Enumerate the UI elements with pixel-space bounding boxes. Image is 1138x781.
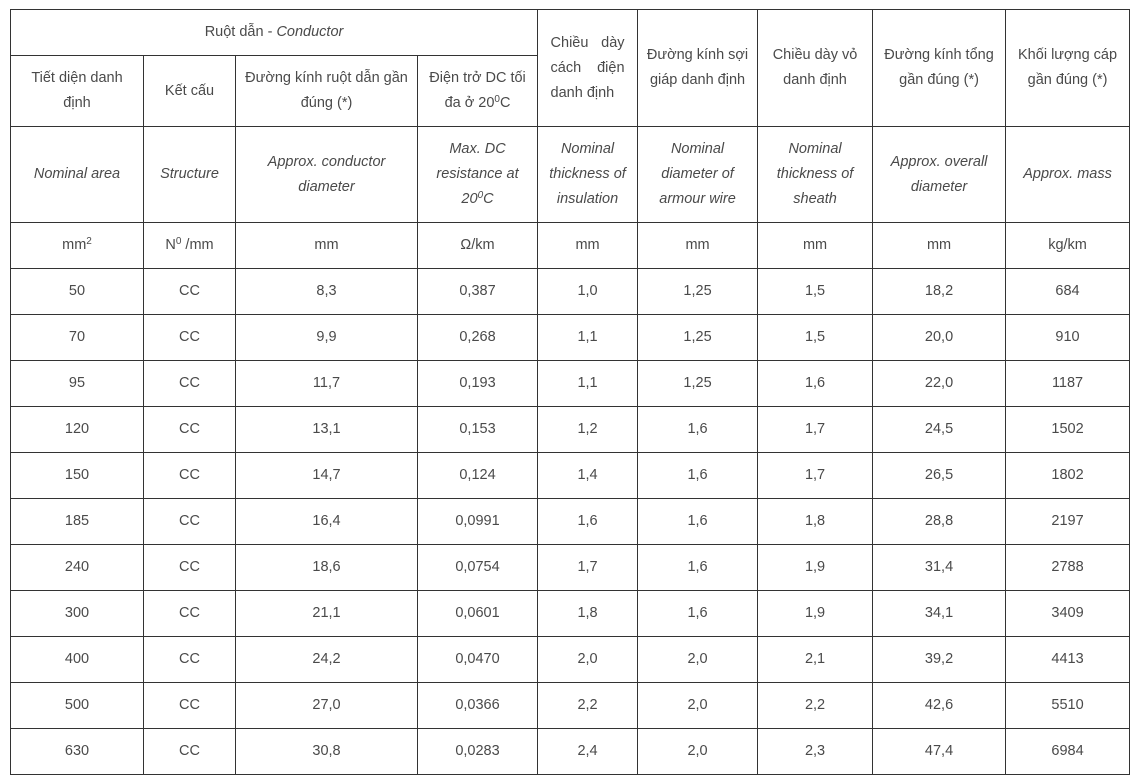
header-vn-sheath: Chiều dày vỏ danh định bbox=[758, 10, 873, 127]
header-en-resistance-sup: 0 bbox=[477, 190, 484, 201]
cable-spec-table bbox=[10, 9, 1130, 775]
table-cell: 50 bbox=[11, 269, 144, 315]
table-cell: 4413 bbox=[1006, 637, 1130, 683]
header-en-overall-diameter: Approx. overall diameter bbox=[873, 127, 1006, 223]
table-cell: 1,2 bbox=[538, 407, 638, 453]
table-cell: 6984 bbox=[1006, 729, 1130, 775]
table-cell: 11,7 bbox=[236, 361, 418, 407]
header-vn-resistance-text: Điện trở DC tối đa ở 20 bbox=[429, 70, 526, 111]
table-cell: 3409 bbox=[1006, 591, 1130, 637]
table-cell: 1,1 bbox=[538, 361, 638, 407]
table-cell: 24,2 bbox=[236, 637, 418, 683]
header-vn-resistance-unit: C bbox=[499, 95, 511, 111]
header-en-mass: Approx. mass bbox=[1006, 127, 1130, 223]
table-cell: 2,3 bbox=[758, 729, 873, 775]
table-cell: 8,3 bbox=[236, 269, 418, 315]
table-row bbox=[11, 407, 1130, 453]
table-cell: 0,0991 bbox=[418, 499, 538, 545]
table-cell: 24,5 bbox=[873, 407, 1006, 453]
table-cell: 1,6 bbox=[538, 499, 638, 545]
table-cell: 5510 bbox=[1006, 683, 1130, 729]
table-cell: 1,6 bbox=[638, 407, 758, 453]
table-cell: 0,193 bbox=[418, 361, 538, 407]
header-vn-armour: Đường kính sợi giáp danh định bbox=[638, 10, 758, 127]
table-cell: CC bbox=[144, 361, 236, 407]
table-row bbox=[11, 591, 1130, 637]
table-cell: 42,6 bbox=[873, 683, 1006, 729]
table-body bbox=[11, 269, 1130, 775]
unit-base: Ω/km bbox=[460, 237, 495, 253]
header-vn-insulation-text: Chiều dày cách điện danh định bbox=[550, 34, 625, 101]
table-cell: 400 bbox=[11, 637, 144, 683]
header-en-conductor-diameter: Approx. conductor diameter bbox=[236, 127, 418, 223]
table-cell: 16,4 bbox=[236, 499, 418, 545]
table-cell: 150 bbox=[11, 453, 144, 499]
table-cell: 34,1 bbox=[873, 591, 1006, 637]
table-cell: 240 bbox=[11, 545, 144, 591]
table-row bbox=[11, 729, 1130, 775]
header-vn-conductor-diameter: Đường kính ruột dẫn gần đúng (*) bbox=[236, 56, 418, 127]
table-cell: 31,4 bbox=[873, 545, 1006, 591]
table-cell: 1502 bbox=[1006, 407, 1130, 453]
table-cell: 2,1 bbox=[758, 637, 873, 683]
table-row bbox=[11, 545, 1130, 591]
unit-base: kg/km bbox=[1048, 237, 1087, 253]
unit-base: N bbox=[165, 237, 176, 253]
header-en-resistance-unit: C bbox=[483, 191, 494, 207]
table-cell: 2,0 bbox=[638, 683, 758, 729]
table-cell: 1,7 bbox=[538, 545, 638, 591]
table-cell: 1,8 bbox=[538, 591, 638, 637]
table-cell: 1,9 bbox=[758, 545, 873, 591]
table-cell: 13,1 bbox=[236, 407, 418, 453]
conductor-group-header bbox=[11, 10, 538, 56]
table-cell: 70 bbox=[11, 315, 144, 361]
header-vn-resistance bbox=[418, 56, 538, 127]
table-row bbox=[11, 315, 1130, 361]
table-cell: 1,25 bbox=[638, 315, 758, 361]
unit-cell bbox=[236, 223, 418, 269]
table-cell: CC bbox=[144, 407, 236, 453]
header-en-sheath: Nominal thickness of sheath bbox=[758, 127, 873, 223]
header-vn-structure: Kết cấu bbox=[144, 56, 236, 127]
header-en-area: Nominal area bbox=[11, 127, 144, 223]
table-cell: 9,9 bbox=[236, 315, 418, 361]
table-cell: 1,6 bbox=[638, 545, 758, 591]
unit-superscript: 2 bbox=[86, 236, 92, 247]
table-row bbox=[11, 361, 1130, 407]
table-cell: 120 bbox=[11, 407, 144, 453]
unit-cell bbox=[758, 223, 873, 269]
table-cell: 300 bbox=[11, 591, 144, 637]
header-en-resistance bbox=[418, 127, 538, 223]
unit-cell bbox=[11, 223, 144, 269]
table-cell: 0,124 bbox=[418, 453, 538, 499]
unit-base: mm bbox=[62, 237, 87, 253]
table-cell: CC bbox=[144, 591, 236, 637]
table-cell: 2,2 bbox=[758, 683, 873, 729]
table-row bbox=[11, 269, 1130, 315]
unit-cell bbox=[638, 223, 758, 269]
table-cell: 14,7 bbox=[236, 453, 418, 499]
conductor-group-label-en: Conductor bbox=[276, 24, 344, 40]
table-cell: CC bbox=[144, 499, 236, 545]
table-cell: 27,0 bbox=[236, 683, 418, 729]
unit-superscript: 0 bbox=[175, 236, 182, 247]
table-cell: 2197 bbox=[1006, 499, 1130, 545]
table-cell: 0,153 bbox=[418, 407, 538, 453]
unit-cell bbox=[418, 223, 538, 269]
table-cell: 1,7 bbox=[758, 407, 873, 453]
table-cell: 2,0 bbox=[538, 637, 638, 683]
table-cell: 630 bbox=[11, 729, 144, 775]
header-en-structure: Structure bbox=[144, 127, 236, 223]
table-cell: 2,0 bbox=[638, 729, 758, 775]
header-vn-mass: Khối lượng cáp gần đúng (*) bbox=[1006, 10, 1130, 127]
table-cell: 0,387 bbox=[418, 269, 538, 315]
unit-cell bbox=[1006, 223, 1130, 269]
table-cell: 18,6 bbox=[236, 545, 418, 591]
unit-cell bbox=[873, 223, 1006, 269]
table-cell: 1802 bbox=[1006, 453, 1130, 499]
table-cell: 0,0470 bbox=[418, 637, 538, 683]
table-cell: 1,7 bbox=[758, 453, 873, 499]
unit-base: mm bbox=[802, 237, 828, 253]
table-cell: 2,0 bbox=[638, 637, 758, 683]
table-cell: 1,0 bbox=[538, 269, 638, 315]
table-cell: 1187 bbox=[1006, 361, 1130, 407]
table-cell: 0,0601 bbox=[418, 591, 538, 637]
table-row bbox=[11, 453, 1130, 499]
table-cell: 1,6 bbox=[638, 591, 758, 637]
table-cell: 1,25 bbox=[638, 361, 758, 407]
table-cell: 910 bbox=[1006, 315, 1130, 361]
unit-base: mm bbox=[314, 237, 339, 253]
header-vn-insulation bbox=[538, 10, 638, 127]
table-row bbox=[11, 683, 1130, 729]
table-cell: CC bbox=[144, 637, 236, 683]
table-cell: CC bbox=[144, 269, 236, 315]
header-row-en bbox=[11, 127, 1130, 223]
unit-base: mm bbox=[575, 237, 600, 253]
table-cell: 20,0 bbox=[873, 315, 1006, 361]
table-row bbox=[11, 499, 1130, 545]
table-cell: 1,6 bbox=[638, 499, 758, 545]
table-cell: 500 bbox=[11, 683, 144, 729]
table-cell: CC bbox=[144, 545, 236, 591]
header-vn-area: Tiết diện danh định bbox=[11, 56, 144, 127]
table-cell: 47,4 bbox=[873, 729, 1006, 775]
table-cell: 1,6 bbox=[638, 453, 758, 499]
table-cell: 26,5 bbox=[873, 453, 1006, 499]
unit-base: mm bbox=[926, 237, 952, 253]
table-cell: 1,8 bbox=[758, 499, 873, 545]
unit-base: mm bbox=[685, 237, 710, 253]
table-cell: CC bbox=[144, 729, 236, 775]
table-cell: 0,0283 bbox=[418, 729, 538, 775]
table-cell: CC bbox=[144, 683, 236, 729]
unit-cell bbox=[538, 223, 638, 269]
table-cell: 0,0366 bbox=[418, 683, 538, 729]
table-cell: CC bbox=[144, 453, 236, 499]
table-cell: 1,9 bbox=[758, 591, 873, 637]
table-cell: 2788 bbox=[1006, 545, 1130, 591]
table-cell: 185 bbox=[11, 499, 144, 545]
table-cell: 1,5 bbox=[758, 269, 873, 315]
header-en-armour: Nominal diameter of armour wire bbox=[638, 127, 758, 223]
table-cell: 2,4 bbox=[538, 729, 638, 775]
table-cell: 39,2 bbox=[873, 637, 1006, 683]
table-cell: 1,5 bbox=[758, 315, 873, 361]
table-cell: 0,268 bbox=[418, 315, 538, 361]
table-cell: 0,0754 bbox=[418, 545, 538, 591]
header-en-insulation: Nominal thickness of insulation bbox=[538, 127, 638, 223]
header-row-group bbox=[11, 10, 1130, 56]
table-cell: 21,1 bbox=[236, 591, 418, 637]
conductor-group-label-vn: Ruột dẫn - bbox=[204, 24, 277, 40]
unit-tail: /mm bbox=[181, 237, 214, 253]
table-row bbox=[11, 637, 1130, 683]
table-cell: 18,2 bbox=[873, 269, 1006, 315]
table-cell: 1,4 bbox=[538, 453, 638, 499]
header-row-units bbox=[11, 223, 1130, 269]
unit-cell bbox=[144, 223, 236, 269]
table-cell: 1,1 bbox=[538, 315, 638, 361]
table-cell: 2,2 bbox=[538, 683, 638, 729]
header-en-resistance-text: Max. DC resistance at 20 bbox=[436, 141, 519, 207]
table-cell: CC bbox=[144, 315, 236, 361]
table-cell: 28,8 bbox=[873, 499, 1006, 545]
table-cell: 684 bbox=[1006, 269, 1130, 315]
table-cell: 22,0 bbox=[873, 361, 1006, 407]
table-cell: 1,25 bbox=[638, 269, 758, 315]
table-cell: 95 bbox=[11, 361, 144, 407]
header-vn-resistance-sup: 0 bbox=[494, 94, 500, 105]
header-vn-overall-diameter: Đường kính tổng gần đúng (*) bbox=[873, 10, 1006, 127]
table-cell: 1,6 bbox=[758, 361, 873, 407]
table-cell: 30,8 bbox=[236, 729, 418, 775]
